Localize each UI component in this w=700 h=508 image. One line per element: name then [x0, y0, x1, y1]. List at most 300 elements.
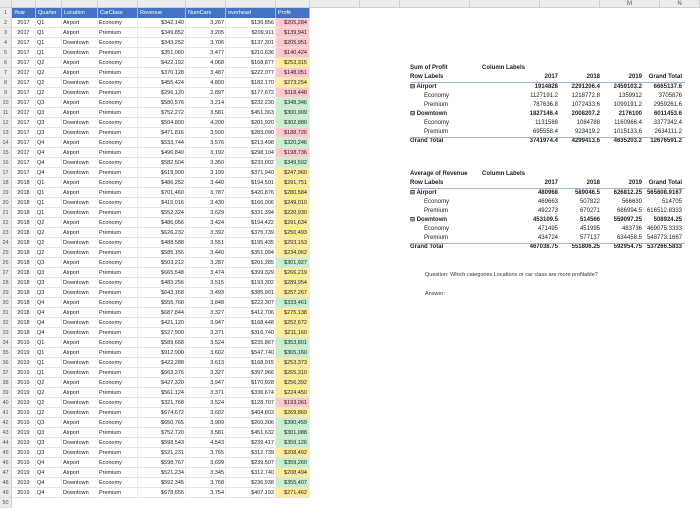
table-cell[interactable]: $224,450: [276, 388, 310, 398]
table-cell[interactable]: 2018: [12, 298, 36, 308]
table-cell[interactable]: Downtown: [62, 88, 98, 98]
pivot2-value[interactable]: 537266.5833: [646, 244, 682, 250]
column-header[interactable]: [12, 0, 36, 8]
table-cell[interactable]: 3,576: [186, 138, 226, 148]
table-cell[interactable]: Premium: [98, 288, 138, 298]
table-cell[interactable]: $140,424: [276, 48, 310, 58]
table-cell[interactable]: 3,371: [186, 388, 226, 398]
table-cell[interactable]: $271,462: [276, 488, 310, 498]
table-cell[interactable]: $353,801: [276, 338, 310, 348]
pivot2-row-label[interactable]: Premium: [424, 235, 449, 241]
table-header-cell[interactable]: Location: [62, 8, 98, 18]
table-cell[interactable]: $177,672: [226, 88, 276, 98]
pivot2-value[interactable]: 514705: [661, 199, 682, 205]
table-cell[interactable]: Q1: [36, 38, 62, 48]
pivot1-value[interactable]: 1099191.2: [613, 102, 642, 108]
row-header[interactable]: 33: [0, 328, 12, 338]
table-cell[interactable]: 2019: [12, 398, 36, 408]
table-cell[interactable]: Downtown: [62, 248, 98, 258]
table-cell[interactable]: $194,422: [226, 218, 276, 228]
table-cell[interactable]: Economy: [98, 238, 138, 248]
table-cell[interactable]: $253,373: [276, 358, 310, 368]
table-cell[interactable]: $420,876: [226, 188, 276, 198]
table-cell[interactable]: $222,077: [226, 68, 276, 78]
table-cell[interactable]: $201,285: [226, 258, 276, 268]
pivot1-value[interactable]: 695558.4: [532, 129, 558, 135]
table-cell[interactable]: Premium: [98, 208, 138, 218]
pivot1-value[interactable]: 1015133.6: [613, 129, 642, 135]
table-cell[interactable]: Airport: [62, 108, 98, 118]
table-cell[interactable]: 2018: [12, 318, 36, 328]
table-cell[interactable]: $312,740: [226, 468, 276, 478]
table-cell[interactable]: $355,407: [276, 478, 310, 488]
table-cell[interactable]: 3,754: [186, 488, 226, 498]
column-header[interactable]: [470, 0, 540, 8]
pivot1-value[interactable]: 2291206.4: [571, 84, 600, 90]
pivot2-column-labels[interactable]: Column Labels: [482, 171, 526, 177]
table-cell[interactable]: $471,816: [138, 128, 186, 138]
table-cell[interactable]: $301,088: [276, 428, 310, 438]
table-cell[interactable]: $483,256: [138, 278, 186, 288]
pivot1-value[interactable]: 2008207.2: [571, 111, 600, 117]
table-cell[interactable]: Q2: [36, 378, 62, 388]
table-cell[interactable]: Q1: [36, 178, 62, 188]
table-cell[interactable]: $316,740: [226, 328, 276, 338]
table-cell[interactable]: Q1: [36, 198, 62, 208]
table-cell[interactable]: 3,192: [186, 148, 226, 158]
table-header-cell[interactable]: overhead: [226, 8, 276, 18]
table-cell[interactable]: Premium: [98, 88, 138, 98]
pivot1-row-labels[interactable]: Row Labels: [410, 74, 444, 80]
pivot1-value[interactable]: 12676591.2: [650, 138, 682, 144]
table-cell[interactable]: Downtown: [62, 128, 98, 138]
table-cell[interactable]: $342,140: [138, 18, 186, 28]
pivot2-value[interactable]: 467038.75: [529, 244, 558, 250]
table-cell[interactable]: 3,440: [186, 248, 226, 258]
table-cell[interactable]: 2019: [12, 488, 36, 498]
table-cell[interactable]: $136,856: [226, 18, 276, 28]
table-cell[interactable]: $351,060: [138, 48, 186, 58]
table-cell[interactable]: Q4: [36, 468, 62, 478]
table-cell[interactable]: Q4: [36, 478, 62, 488]
table-cell[interactable]: $404,803: [226, 408, 276, 418]
row-header[interactable]: 23: [0, 228, 12, 238]
table-cell[interactable]: $421,120: [138, 318, 186, 328]
column-header[interactable]: [62, 0, 98, 8]
table-cell[interactable]: $349,852: [138, 28, 186, 38]
row-header[interactable]: 12: [0, 118, 12, 128]
table-cell[interactable]: 3,205: [186, 28, 226, 38]
table-cell[interactable]: Downtown: [62, 438, 98, 448]
pivot2-value[interactable]: 453109.5: [532, 217, 558, 223]
table-header-cell[interactable]: CarClass: [98, 8, 138, 18]
table-cell[interactable]: $211,160: [276, 328, 310, 338]
column-header[interactable]: [276, 0, 310, 8]
table-cell[interactable]: $752,272: [138, 108, 186, 118]
table-cell[interactable]: Economy: [98, 378, 138, 388]
table-cell[interactable]: 2018: [12, 328, 36, 338]
table-cell[interactable]: $488,588: [138, 238, 186, 248]
table-cell[interactable]: 3,551: [186, 238, 226, 248]
table-cell[interactable]: Downtown: [62, 198, 98, 208]
table-cell[interactable]: Q4: [36, 148, 62, 158]
table-cell[interactable]: Airport: [62, 458, 98, 468]
row-header[interactable]: 41: [0, 408, 12, 418]
table-cell[interactable]: Airport: [62, 378, 98, 388]
table-cell[interactable]: $239,417: [226, 438, 276, 448]
table-cell[interactable]: Economy: [98, 318, 138, 328]
table-cell[interactable]: $220,930: [276, 208, 310, 218]
table-cell[interactable]: $300,909: [276, 108, 310, 118]
table-cell[interactable]: Downtown: [62, 288, 98, 298]
table-cell[interactable]: $193,061: [276, 398, 310, 408]
table-cell[interactable]: 3,487: [186, 68, 226, 78]
pivot2-value[interactable]: 469075.3333: [646, 226, 682, 232]
pivot2-value[interactable]: 686994.5: [616, 208, 642, 214]
pivot1-value[interactable]: 1359912: [618, 93, 642, 99]
row-header[interactable]: 17: [0, 168, 12, 178]
table-cell[interactable]: 3,765: [186, 448, 226, 458]
table-cell[interactable]: $266,219: [276, 268, 310, 278]
pivot2-value[interactable]: 548773.1667: [646, 235, 682, 241]
table-cell[interactable]: $589,668: [138, 338, 186, 348]
table-cell[interactable]: Q3: [36, 118, 62, 128]
table-cell[interactable]: Q4: [36, 318, 62, 328]
table-cell[interactable]: Q3: [36, 288, 62, 298]
table-cell[interactable]: 2019: [12, 408, 36, 418]
table-cell[interactable]: $385,901: [226, 288, 276, 298]
table-cell[interactable]: 2019: [12, 418, 36, 428]
row-header[interactable]: 8: [0, 78, 12, 88]
pivot1-row-label[interactable]: Grand Total: [410, 138, 444, 144]
table-cell[interactable]: 2017: [12, 58, 36, 68]
table-cell[interactable]: $291,634: [276, 218, 310, 228]
table-cell[interactable]: $205,284: [276, 18, 310, 28]
table-cell[interactable]: Q1: [36, 208, 62, 218]
table-cell[interactable]: Q2: [36, 228, 62, 238]
table-cell[interactable]: $547,740: [226, 348, 276, 358]
table-cell[interactable]: $198,736: [276, 148, 310, 158]
table-cell[interactable]: 3,581: [186, 428, 226, 438]
table-cell[interactable]: Q3: [36, 128, 62, 138]
row-header[interactable]: 20: [0, 198, 12, 208]
table-header-cell[interactable]: Quarter: [36, 8, 62, 18]
table-cell[interactable]: Economy: [98, 298, 138, 308]
table-cell[interactable]: 2017: [12, 78, 36, 88]
table-cell[interactable]: 2017: [12, 118, 36, 128]
table-cell[interactable]: Downtown: [62, 238, 98, 248]
table-cell[interactable]: Q4: [36, 168, 62, 178]
table-cell[interactable]: $301,927: [276, 258, 310, 268]
table-cell[interactable]: Economy: [98, 78, 138, 88]
table-cell[interactable]: $486,252: [138, 178, 186, 188]
table-cell[interactable]: $252,672: [276, 318, 310, 328]
table-cell[interactable]: 3,602: [186, 408, 226, 418]
pivot2-row-label[interactable]: Premium: [424, 208, 449, 214]
table-cell[interactable]: Economy: [98, 98, 138, 108]
pivot1-value[interactable]: 2459103.2: [613, 84, 642, 90]
table-cell[interactable]: $427,320: [138, 378, 186, 388]
row-header[interactable]: 16: [0, 158, 12, 168]
table-cell[interactable]: Downtown: [62, 118, 98, 128]
table-cell[interactable]: Economy: [98, 398, 138, 408]
table-cell[interactable]: 2019: [12, 448, 36, 458]
table-cell[interactable]: Downtown: [62, 278, 98, 288]
pivot1-row-label[interactable]: Premium: [424, 102, 449, 108]
table-cell[interactable]: $503,212: [138, 258, 186, 268]
table-cell[interactable]: 3,267: [186, 18, 226, 28]
table-cell[interactable]: 3,629: [186, 208, 226, 218]
table-cell[interactable]: 2017: [12, 38, 36, 48]
table-cell[interactable]: Premium: [98, 188, 138, 198]
table-cell[interactable]: Q4: [36, 488, 62, 498]
table-cell[interactable]: 2017: [12, 138, 36, 148]
table-cell[interactable]: 3,327: [186, 308, 226, 318]
table-cell[interactable]: Economy: [98, 218, 138, 228]
table-cell[interactable]: Airport: [62, 28, 98, 38]
column-header[interactable]: [36, 0, 62, 8]
row-header[interactable]: 40: [0, 398, 12, 408]
table-cell[interactable]: Economy: [98, 18, 138, 28]
table-cell[interactable]: $455,424: [138, 78, 186, 88]
table-cell[interactable]: $331,394: [226, 208, 276, 218]
table-cell[interactable]: 3,706: [186, 38, 226, 48]
table-cell[interactable]: 2019: [12, 338, 36, 348]
table-cell[interactable]: $451,632: [226, 428, 276, 438]
table-cell[interactable]: $397,966: [226, 368, 276, 378]
pivot1-row-label[interactable]: ⊟ Downtown: [410, 111, 448, 117]
table-cell[interactable]: $399,329: [226, 268, 276, 278]
table-cell[interactable]: Premium: [98, 408, 138, 418]
table-cell[interactable]: 2017: [12, 48, 36, 58]
table-cell[interactable]: 2017: [12, 148, 36, 158]
table-cell[interactable]: 2019: [12, 368, 36, 378]
table-header-cell[interactable]: Revenue: [138, 8, 186, 18]
table-cell[interactable]: Downtown: [62, 488, 98, 498]
table-cell[interactable]: 3,424: [186, 218, 226, 228]
table-cell[interactable]: $139,941: [276, 28, 310, 38]
table-cell[interactable]: Q2: [36, 58, 62, 68]
table-cell[interactable]: $504,800: [138, 118, 186, 128]
table-cell[interactable]: 3,214: [186, 98, 226, 108]
pivot2-value[interactable]: 480968: [537, 190, 558, 196]
table-header-cell[interactable]: Year: [12, 8, 36, 18]
table-cell[interactable]: $222,307: [226, 298, 276, 308]
row-header[interactable]: 11: [0, 108, 12, 118]
table-cell[interactable]: $170,928: [226, 378, 276, 388]
table-cell[interactable]: Airport: [62, 348, 98, 358]
table-cell[interactable]: $375,739: [226, 228, 276, 238]
row-header[interactable]: 30: [0, 298, 12, 308]
table-cell[interactable]: Q1: [36, 358, 62, 368]
pivot1-value[interactable]: 1914828: [534, 84, 558, 90]
pivot1-value[interactable]: 2176100: [618, 111, 642, 117]
table-cell[interactable]: Premium: [98, 348, 138, 358]
table-header-cell[interactable]: Profit: [276, 8, 310, 18]
table-cell[interactable]: 3,848: [186, 298, 226, 308]
pivot1-value[interactable]: 1084788: [576, 120, 600, 126]
table-cell[interactable]: Q1: [36, 48, 62, 58]
table-cell[interactable]: 3,787: [186, 188, 226, 198]
table-cell[interactable]: $370,128: [138, 68, 186, 78]
table-cell[interactable]: Premium: [98, 248, 138, 258]
table-cell[interactable]: Q4: [36, 158, 62, 168]
pivot2-value[interactable]: 451995: [579, 226, 600, 232]
pivot1-column-labels[interactable]: Column Labels: [482, 65, 526, 71]
table-cell[interactable]: Downtown: [62, 448, 98, 458]
row-header[interactable]: 6: [0, 58, 12, 68]
table-cell[interactable]: Downtown: [62, 168, 98, 178]
pivot1-row-label[interactable]: Economy: [424, 93, 450, 99]
table-cell[interactable]: $496,840: [138, 148, 186, 158]
table-cell[interactable]: Airport: [62, 18, 98, 28]
table-cell[interactable]: $650,765: [138, 418, 186, 428]
table-cell[interactable]: Airport: [62, 298, 98, 308]
table-cell[interactable]: Airport: [62, 388, 98, 398]
pivot2-value[interactable]: 507822: [579, 199, 600, 205]
row-header[interactable]: 5: [0, 48, 12, 58]
row-header[interactable]: 18: [0, 178, 12, 188]
column-header[interactable]: N: [660, 0, 700, 8]
pivot1-value[interactable]: 3377342.4: [653, 120, 682, 126]
table-cell[interactable]: $407,193: [226, 488, 276, 498]
table-cell[interactable]: 2018: [12, 278, 36, 288]
table-cell[interactable]: Q2: [36, 398, 62, 408]
table-cell[interactable]: Premium: [98, 108, 138, 118]
pivot2-value[interactable]: 589046.5: [574, 190, 600, 196]
row-header[interactable]: 10: [0, 98, 12, 108]
table-cell[interactable]: 2019: [12, 348, 36, 358]
table-cell[interactable]: 2017: [12, 128, 36, 138]
table-cell[interactable]: Economy: [98, 198, 138, 208]
table-cell[interactable]: Q1: [36, 188, 62, 198]
table-cell[interactable]: $359,126: [276, 438, 310, 448]
table-cell[interactable]: 2018: [12, 308, 36, 318]
table-cell[interactable]: $233,002: [226, 158, 276, 168]
table-cell[interactable]: $137,301: [226, 38, 276, 48]
table-cell[interactable]: Q2: [36, 248, 62, 258]
table-cell[interactable]: $250,493: [276, 228, 310, 238]
table-cell[interactable]: Downtown: [62, 38, 98, 48]
row-header[interactable]: 25: [0, 248, 12, 258]
pivot2-value[interactable]: 577137: [579, 235, 600, 241]
table-cell[interactable]: $236,938: [226, 478, 276, 488]
table-cell[interactable]: $128,707: [226, 398, 276, 408]
row-header[interactable]: 21: [0, 208, 12, 218]
pivot2-value[interactable]: 592954.75: [613, 244, 642, 250]
table-cell[interactable]: $298,104: [226, 148, 276, 158]
table-cell[interactable]: 4,068: [186, 58, 226, 68]
table-cell[interactable]: $235,867: [226, 338, 276, 348]
pivot1-row-label[interactable]: ⊟ Airport: [410, 84, 437, 90]
table-cell[interactable]: 2018: [12, 288, 36, 298]
row-header[interactable]: 36: [0, 358, 12, 368]
table-cell[interactable]: Premium: [98, 368, 138, 378]
table-cell[interactable]: 2019: [12, 438, 36, 448]
table-cell[interactable]: $256,392: [276, 378, 310, 388]
table-cell[interactable]: $598,543: [138, 438, 186, 448]
pivot2-value[interactable]: 514566: [579, 217, 600, 223]
table-cell[interactable]: $253,315: [276, 58, 310, 68]
table-cell[interactable]: Airport: [62, 218, 98, 228]
table-cell[interactable]: $561,124: [138, 388, 186, 398]
table-cell[interactable]: $678,655: [138, 488, 186, 498]
table-cell[interactable]: $687,844: [138, 308, 186, 318]
table-cell[interactable]: $351,094: [226, 248, 276, 258]
table-cell[interactable]: 2017: [12, 18, 36, 28]
table-cell[interactable]: $552,324: [138, 208, 186, 218]
pivot1-value[interactable]: 923419.2: [574, 129, 600, 135]
table-cell[interactable]: Q2: [36, 388, 62, 398]
column-header[interactable]: [226, 0, 276, 8]
table-cell[interactable]: $580,576: [138, 98, 186, 108]
pivot1-value[interactable]: 6665137.6: [653, 84, 682, 90]
table-cell[interactable]: Economy: [98, 258, 138, 268]
row-header[interactable]: 34: [0, 338, 12, 348]
pivot2-value[interactable]: 616512.8333: [646, 208, 682, 214]
table-cell[interactable]: Downtown: [62, 78, 98, 88]
table-cell[interactable]: 2019: [12, 478, 36, 488]
pivot2-value[interactable]: 566630: [621, 199, 642, 205]
table-cell[interactable]: $598,767: [138, 458, 186, 468]
table-cell[interactable]: $422,192: [138, 58, 186, 68]
pivot1-value[interactable]: 787636.8: [532, 102, 558, 108]
row-header[interactable]: 15: [0, 148, 12, 158]
table-cell[interactable]: 3,581: [186, 108, 226, 118]
table-cell[interactable]: $210,636: [226, 48, 276, 58]
table-cell[interactable]: Airport: [62, 178, 98, 188]
table-cell[interactable]: Downtown: [62, 48, 98, 58]
table-cell[interactable]: Q1: [36, 348, 62, 358]
table-cell[interactable]: $188,726: [276, 128, 310, 138]
table-cell[interactable]: $302,880: [276, 118, 310, 128]
table-cell[interactable]: 2018: [12, 208, 36, 218]
pivot2-row-label[interactable]: Grand Total: [410, 244, 444, 250]
table-cell[interactable]: Q4: [36, 328, 62, 338]
table-cell[interactable]: $247,960: [276, 168, 310, 178]
pivot2-row-label[interactable]: ⊟ Airport: [410, 190, 437, 196]
table-cell[interactable]: 2017: [12, 98, 36, 108]
table-cell[interactable]: $390,459: [276, 418, 310, 428]
table-cell[interactable]: Economy: [98, 338, 138, 348]
table-cell[interactable]: Premium: [98, 448, 138, 458]
table-cell[interactable]: $415,016: [138, 198, 186, 208]
table-cell[interactable]: $280,584: [276, 188, 310, 198]
row-header[interactable]: 46: [0, 458, 12, 468]
table-cell[interactable]: 3,947: [186, 318, 226, 328]
table-cell[interactable]: $365,160: [276, 348, 310, 358]
row-header[interactable]: 29: [0, 288, 12, 298]
pivot1-value[interactable]: 1072433.6: [571, 102, 600, 108]
table-cell[interactable]: 3,524: [186, 338, 226, 348]
table-cell[interactable]: $275,138: [276, 308, 310, 318]
table-cell[interactable]: $371,940: [226, 168, 276, 178]
row-header[interactable]: 39: [0, 388, 12, 398]
table-cell[interactable]: $234,062: [276, 248, 310, 258]
table-cell[interactable]: 2018: [12, 188, 36, 198]
pivot2-value[interactable]: 626812.25: [613, 190, 642, 196]
table-cell[interactable]: $321,768: [138, 398, 186, 408]
row-header[interactable]: 1: [0, 8, 12, 18]
table-cell[interactable]: 4,200: [186, 118, 226, 128]
column-header[interactable]: [138, 0, 186, 8]
pivot2-value[interactable]: 565608.9167: [646, 190, 682, 196]
table-cell[interactable]: 3,371: [186, 328, 226, 338]
pivot1-value[interactable]: 4299413.6: [571, 138, 600, 144]
table-cell[interactable]: Economy: [98, 58, 138, 68]
table-cell[interactable]: Q2: [36, 408, 62, 418]
table-cell[interactable]: $289,954: [276, 278, 310, 288]
